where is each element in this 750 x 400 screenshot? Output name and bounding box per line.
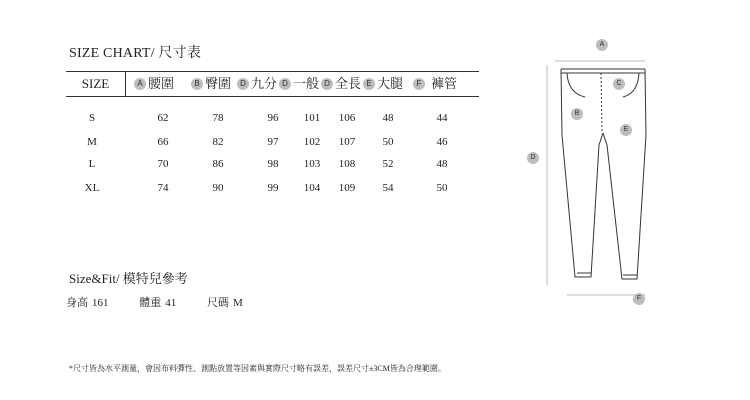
size-label: 尺碼 xyxy=(207,297,229,309)
header-col-waist: A 腰圍 xyxy=(134,72,174,96)
badge-d-icon: D xyxy=(237,78,249,90)
badge-d-icon: D xyxy=(279,78,291,90)
pants-outline-icon xyxy=(527,35,667,315)
badge-d-icon: D xyxy=(527,152,539,164)
badge-d-icon: D xyxy=(321,78,333,90)
header-col-thigh: E 大腿 xyxy=(363,72,403,96)
size-value: M xyxy=(233,297,243,309)
table-row: XL 74 90 99 104 109 54 50 xyxy=(84,182,448,194)
badge-f-icon: F xyxy=(633,293,645,305)
table-row: S 62 78 96 101 106 48 44 xyxy=(88,112,448,124)
badge-b-icon: B xyxy=(571,108,583,120)
fit-title: Size&Fit/ 模特兒參考 xyxy=(69,271,188,286)
badge-f-icon: F xyxy=(413,78,425,90)
height-label: 身高 xyxy=(66,297,88,309)
badge-a-icon: A xyxy=(134,78,146,90)
weight-label: 體重 xyxy=(139,297,162,309)
badge-a-icon: A xyxy=(596,39,608,51)
pants-diagram xyxy=(527,35,667,315)
badge-b-icon: B xyxy=(191,78,203,90)
table-row: M 66 82 97 102 107 50 46 xyxy=(87,136,448,148)
weight-value: 41 xyxy=(165,297,177,309)
page-title: SIZE CHART/ 尺寸表 xyxy=(69,46,202,61)
model-reference xyxy=(66,294,247,310)
badge-c-icon: C xyxy=(613,78,625,90)
size-column-header: SIZE xyxy=(66,72,126,96)
header-col-ninth: D 九分 xyxy=(237,72,277,96)
table-row: L 70 86 98 103 108 52 48 xyxy=(88,158,448,170)
header-col-regular: D 一般 xyxy=(279,72,319,96)
height-value: 161 xyxy=(92,297,109,309)
header-col-full: D 全長 xyxy=(321,72,361,96)
badge-e-icon: E xyxy=(363,78,375,90)
header-col-hem: F 褲管 xyxy=(413,72,457,96)
measurement-note: *尺寸皆為水平測量，會因布料彈性、測點放置等因素與實際尺寸略有誤差，誤差尺寸±3CM皆為合理範圍。 xyxy=(69,364,446,373)
badge-e-icon: E xyxy=(620,124,632,136)
size-table-header xyxy=(66,71,479,97)
header-col-hip: B 臀圍 xyxy=(191,72,231,96)
